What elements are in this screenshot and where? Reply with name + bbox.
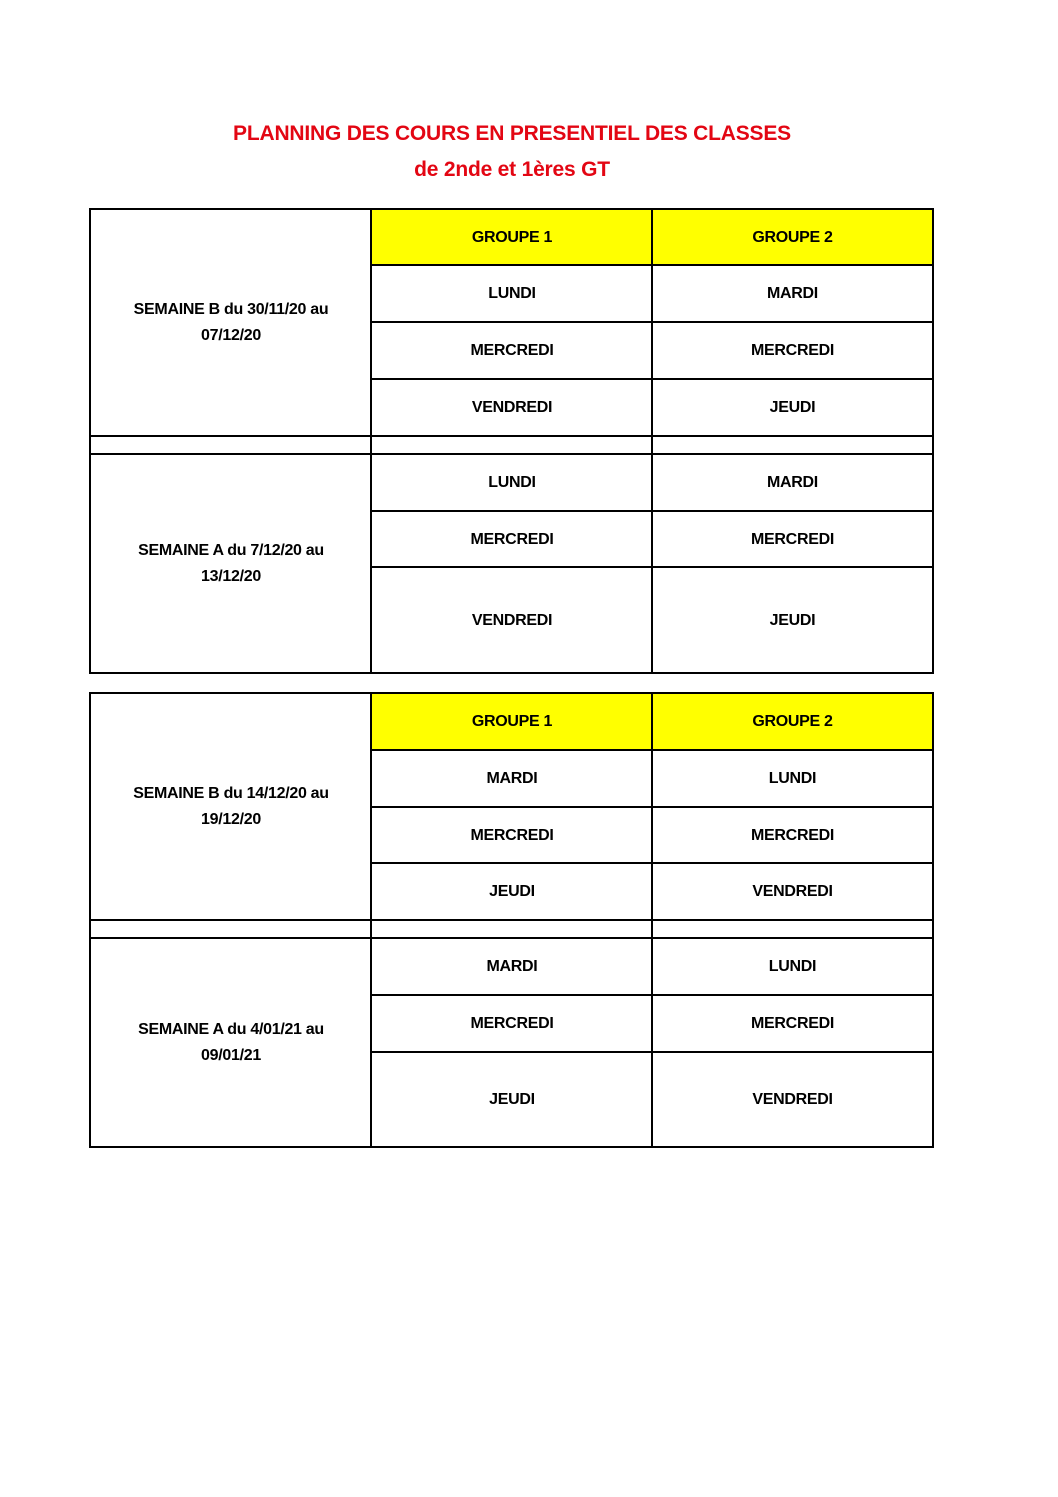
day-cell: MARDI — [486, 769, 538, 787]
row-divider — [89, 453, 934, 455]
day-cell: VENDREDI — [471, 399, 553, 416]
day-cell: JEUDI — [489, 1090, 535, 1108]
column-divider — [370, 208, 372, 674]
week-label: SEMAINE B du 14/12/20 au 19/12/20 — [133, 785, 329, 828]
header-groupe-2: GROUPE 2 — [653, 210, 932, 265]
header-groupe-2: GROUPE 2 — [653, 694, 932, 749]
row-divider — [371, 566, 933, 568]
day-cell: MARDI — [767, 473, 818, 491]
day-cell: JEUDI — [769, 399, 816, 416]
row-divider — [371, 994, 933, 996]
day-cell: VENDREDI — [752, 1090, 833, 1108]
table-border — [89, 208, 91, 674]
table-border — [89, 692, 934, 694]
day-cell: MARDI — [486, 957, 538, 975]
row-divider — [371, 749, 933, 751]
header-groupe-1: GROUPE 1 — [372, 694, 652, 749]
table-border — [89, 208, 934, 210]
day-cell: MERCREDI — [470, 826, 554, 844]
day-cell: VENDREDI — [471, 612, 553, 629]
row-divider — [371, 378, 933, 380]
document-title: PLANNING DES COURS EN PRESENTIEL DES CLASSES — [233, 122, 791, 145]
day-cell: LUNDI — [488, 473, 536, 491]
row-divider — [89, 937, 934, 939]
row-divider — [371, 510, 933, 512]
day-cell: LUNDI — [768, 957, 817, 975]
header-groupe-1: GROUPE 1 — [372, 210, 652, 265]
row-divider — [371, 1051, 933, 1053]
day-cell: MARDI — [767, 285, 818, 302]
day-cell: JEUDI — [489, 883, 535, 900]
day-cell: LUNDI — [488, 285, 536, 302]
day-cell: MERCREDI — [751, 342, 834, 359]
day-cell: MERCREDI — [751, 1014, 834, 1032]
document-subtitle: de 2nde et 1ères GT — [414, 158, 610, 181]
week-label: SEMAINE A du 7/12/20 au 13/12/20 — [138, 542, 324, 585]
week-label: SEMAINE B du 30/11/20 au 07/12/20 — [133, 301, 329, 344]
day-cell: MERCREDI — [751, 530, 834, 548]
day-cell: VENDREDI — [752, 883, 833, 900]
row-divider — [89, 919, 934, 921]
row-divider — [371, 862, 933, 864]
row-divider — [89, 435, 934, 437]
day-cell: MERCREDI — [470, 1014, 554, 1032]
column-divider — [651, 208, 653, 674]
day-cell: MERCREDI — [751, 826, 834, 844]
row-divider — [371, 264, 933, 266]
row-divider — [371, 806, 933, 808]
week-label: SEMAINE A du 4/01/21 au 09/01/21 — [138, 1020, 324, 1064]
day-cell: MERCREDI — [470, 530, 554, 548]
day-cell: LUNDI — [768, 769, 817, 787]
table-border — [89, 672, 934, 674]
table-border — [89, 1146, 934, 1148]
row-divider — [371, 321, 933, 323]
day-cell: MERCREDI — [470, 342, 554, 359]
day-cell: JEUDI — [769, 612, 816, 629]
table-border — [932, 208, 934, 674]
